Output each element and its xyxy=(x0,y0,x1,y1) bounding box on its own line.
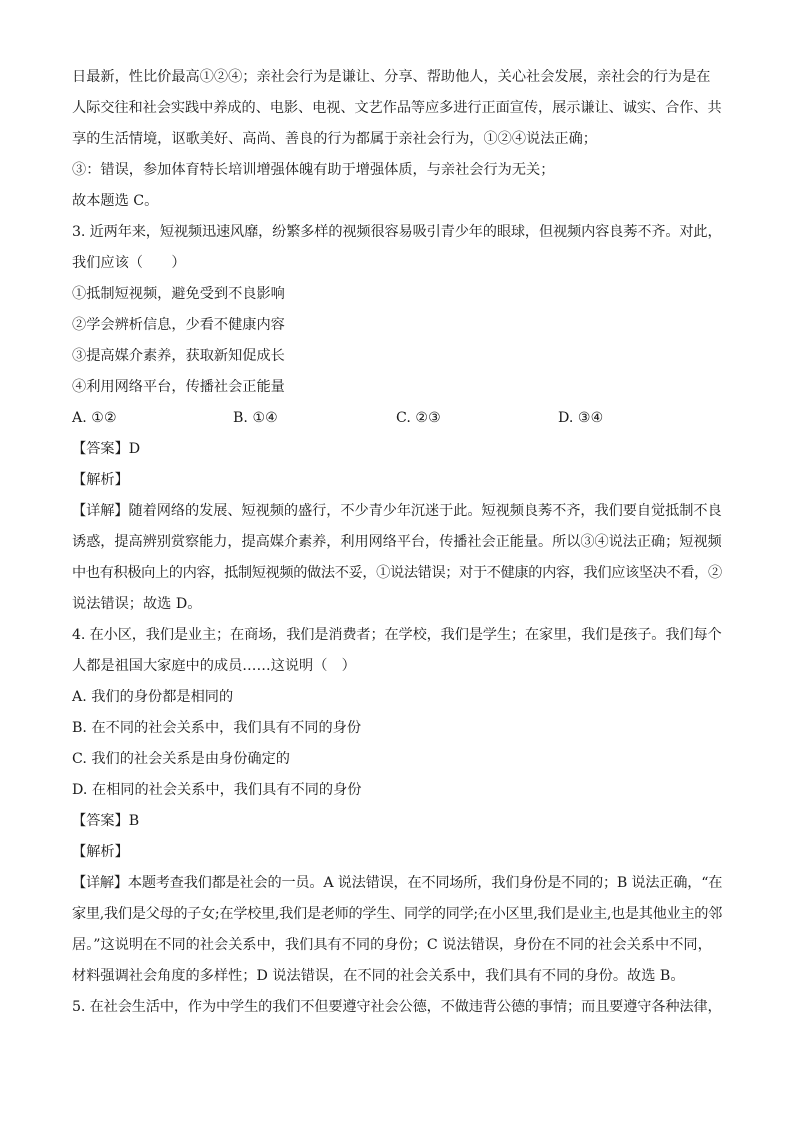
question-5-stem: 5. 在社会生活中，作为中学生的我们不但要遵守社会公德，不做违背公德的事情；而且要遵守各种法律， xyxy=(72,999,722,1015)
question-3-statement: ④利用网络平台，传播社会正能量 xyxy=(72,379,285,395)
question-4-stem: 4. 在小区，我们是业主；在商场，我们是消费者；在学校，我们是学生；在家里，我们是孩子。我们每个 xyxy=(72,627,722,643)
text-line: 人际交往和社会实践中养成的、电影、电视、文艺作品等应多进行正面宣传，展示谦让、诚实、合作、共 xyxy=(72,100,722,116)
question-3-statement: ①抵制短视频，避免受到不良影响 xyxy=(72,286,285,302)
question-3-options xyxy=(72,403,722,434)
option-a: A. ①② xyxy=(72,410,117,426)
question-3-statement: ②学会辨析信息，少看不健康内容 xyxy=(72,317,285,333)
question-4-stem: 人都是祖国大家庭中的成员……这说明（ ） xyxy=(72,658,356,674)
answer-label: 【答案】B xyxy=(72,813,140,829)
detail-line: 【详解】随着网络的发展、短视频的盛行，不少青少年沉迷于此。短视频良莠不齐，我们要自觉抵制不良 xyxy=(72,503,722,519)
option-b: B. 在不同的社会关系中，我们具有不同的身份 xyxy=(72,720,362,736)
option-c: C. 我们的社会关系是由身份确定的 xyxy=(72,751,290,767)
detail-line: 【详解】本题考查我们都是社会的一员。A 说法错误，在不同场所，我们身份是不同的；B 说法正确，“在 xyxy=(72,875,723,891)
detail-line: 家里,我们是父母的子女;在学校里,我们是老师的学生、同学的同学;在小区里,我们是业主,也是其他业主的邻 xyxy=(72,906,723,922)
detail-line: 材料强调社会角度的多样性；D 说法错误，在不同的社会关系中，我们具有不同的身份。故选 B。 xyxy=(72,968,685,984)
question-3-statement: ③提高媒介素养，获取新知促成长 xyxy=(72,348,285,364)
option-d: D. 在相同的社会关系中，我们具有不同的身份 xyxy=(72,782,362,798)
text-line: 故本题选 C。 xyxy=(72,193,159,209)
page-content xyxy=(72,62,722,1023)
detail-line: 中也有积极向上的内容，抵制短视频的做法不妥，①说法错误；对于不健康的内容，我们应该坚决不看，② xyxy=(72,565,722,581)
text-line: 享的生活情境，讴歌美好、高尚、善良的行为都属于亲社会行为，①②④说法正确； xyxy=(72,131,597,147)
option-d: D. ③④ xyxy=(558,410,604,426)
detail-line: 诱惑，提高辨别赏察能力，提高媒介素养，利用网络平台，传播社会正能量。所以③④说法正确；短视频 xyxy=(72,534,722,550)
question-3-stem: 我们应该（ ） xyxy=(72,255,186,271)
detail-line: 说法错误；故选 D。 xyxy=(72,596,202,612)
analysis-label: 【解析】 xyxy=(72,472,129,488)
text-line: 日最新，性比价最高①②④；亲社会行为是谦让、分享、帮助他人，关心社会发展，亲社会的行为是在 xyxy=(72,69,711,85)
option-c: C. ②③ xyxy=(396,410,441,426)
question-3-stem: 3. 近两年来，短视频迅速风靡，纷繁多样的视频很容易吸引青少年的眼球，但视频内容良莠不齐。对此， xyxy=(72,224,722,240)
analysis-label: 【解析】 xyxy=(72,844,129,860)
answer-label: 【答案】D xyxy=(72,441,141,457)
option-b: B. ①④ xyxy=(233,410,278,426)
detail-line: 居。”这说明在不同的社会关系中，我们具有不同的身份；C 说法错误，身份在不同的社会关系中不同， xyxy=(72,937,712,953)
text-line: ③：错误，参加体育特长培训增强体魄有助于增强体质，与亲社会行为无关； xyxy=(72,162,555,178)
option-a: A. 我们的身份都是相同的 xyxy=(72,689,234,705)
